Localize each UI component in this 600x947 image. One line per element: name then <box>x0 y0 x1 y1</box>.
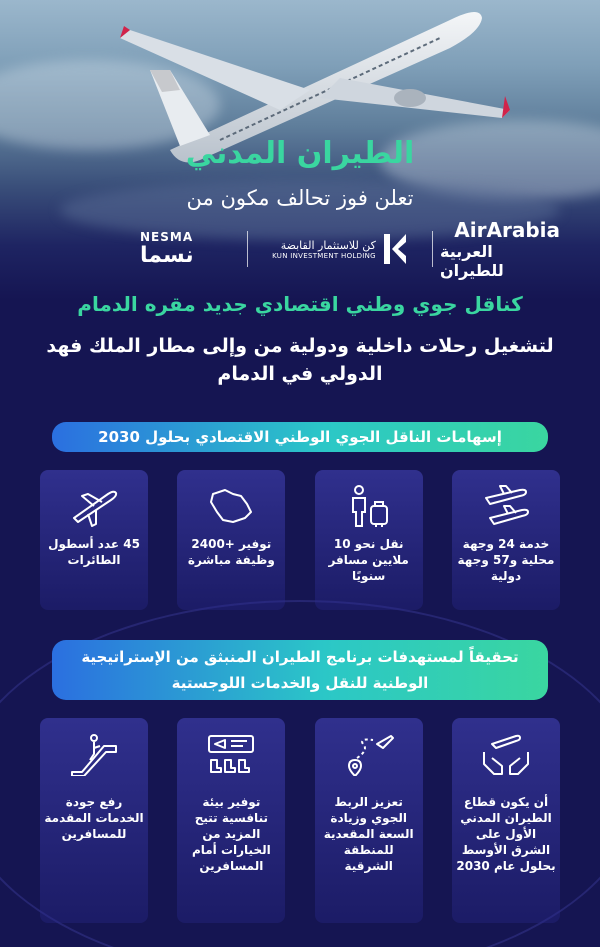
goal-card <box>452 718 560 923</box>
hands-plane-icon <box>480 732 532 776</box>
goal-text: تعزيز الربط الجوي وزيادة السعة المقعدية للمنطقة الشرقية <box>323 795 414 873</box>
logo-divider <box>247 231 248 267</box>
section1-title: إسهامات الناقل الجوي الوطني الاقتصادي بحلول 2030 <box>52 422 548 452</box>
kun-logo-en: KUN INVESTMENT HOLDING <box>272 251 376 260</box>
kun-logo-ar: كن للاستثمار القابضة <box>280 238 376 252</box>
kun-logo <box>255 232 425 266</box>
airarabia-logo <box>440 218 560 280</box>
nesma-logo <box>140 230 240 268</box>
stat-text: توفير +2400 وظيفة مباشرة <box>187 537 275 567</box>
stat-card <box>452 470 560 610</box>
kun-k-icon <box>382 232 408 266</box>
stat-text: نقل نحو 10 ملايين مسافر سنويًا <box>328 537 409 583</box>
goal-card <box>177 718 285 923</box>
traveler-luggage-icon <box>343 484 395 528</box>
planes-icon <box>480 484 532 528</box>
plane-icon <box>68 484 120 528</box>
airarabia-logo-ar: العربية للطيران <box>440 242 504 280</box>
partner-logos <box>140 218 560 280</box>
stat-text: 45 عدد أسطول الطائرات <box>48 537 140 567</box>
route-plane-icon <box>343 732 395 776</box>
escalator-icon <box>68 732 120 776</box>
section1-cards <box>40 470 560 610</box>
section2-title: تحقيقاً لمستهدفات برنامج الطيران المنبثق من الإستراتيجية الوطنية للنقل والخدمات اللوجستية <box>52 640 548 700</box>
saudi-map-icon <box>205 484 257 528</box>
logo-divider <box>432 231 433 267</box>
page-title: الطيران المدني <box>185 136 415 171</box>
headline-primary: كناقل جوي وطني اقتصادي جديد مقره الدمام <box>77 292 523 316</box>
stat-card <box>177 470 285 610</box>
stat-card <box>40 470 148 610</box>
headline-secondary: لتشغيل رحلات داخلية ودولية من وإلى مطار الملك فهد الدولي في الدمام <box>46 335 554 385</box>
airarabia-logo-en: AirArabia <box>454 218 560 242</box>
goal-card <box>315 718 423 923</box>
nesma-logo-en: NESMA <box>140 230 194 244</box>
goal-text: رفع جودة الخدمات المقدمة للمسافرين <box>44 795 144 841</box>
goal-text: توفير بيئة تنافسية تتيح المزيد من الخيارات أمام المسافرين <box>191 795 271 873</box>
kun-logo-text <box>272 239 376 260</box>
goal-card <box>40 718 148 923</box>
page-subtitle: تعلن فوز تحالف مكون من <box>186 186 414 210</box>
nesma-logo-ar: نسما <box>140 243 194 268</box>
hero-sky <box>0 0 600 300</box>
stat-card <box>315 470 423 610</box>
goal-text: أن يكون قطاع الطيران المدني الأول على الشرق الأوسط بحلول عام 2030 <box>456 795 556 873</box>
boarding-seats-icon <box>205 732 257 776</box>
section2-cards <box>40 718 560 923</box>
stat-text: خدمة 24 وجهة محلية و57 وجهة دولية <box>457 537 555 583</box>
